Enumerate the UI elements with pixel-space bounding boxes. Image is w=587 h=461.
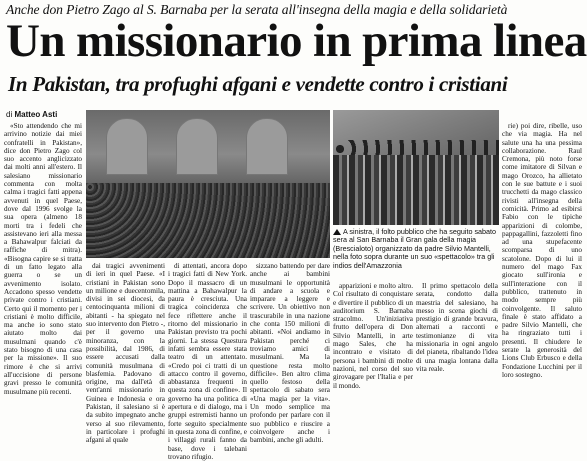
column-text: rie) poi dire, ribelle, uso che via magia. Ha nel salute una ha una pessima collaborazione. Raul Cremona, più noto forse come imitatore di Silvan e mago Orozco, ha allietato con le sue battute e i suoi trucchetti da mago classico rivisti all'insegna della comicità. Primo ad esibirsi Fabio con le tipiche apparizioni di colombe, pappagallini, fazzoletti fino ad una stupefacente scomparsa di uno scatolone. Dopo di lui il numero del mago Fax giocato sull'ironia e sull'interazione con il pubblico, trattenuto in modo sempre più coinvolgente. Il saluto finale è stato affidato a padre Silvio Mantelli, che ha ringraziato tutti i presenti. Il chiudere le serate la generosità del Lions Club Erbusco e della Fondazione Lucchini per il loro sostegno. [502,122,582,379]
byline [6,110,57,119]
article-column-3 [168,262,247,461]
audience-photo [86,110,330,258]
caption-triangle-icon [333,229,341,235]
byline-prefix: di [6,110,13,119]
column-text: di attentati, ancora dopo i tragici fatti di New York. Dopo il massacro di un mattina a Bahawalpur la paura è cresciuta. Una tragica coincidenza che fece riflettere anche il ritorno del missionario in Pakistan previsto tra pochi giorni. La stessa Questura infatti sembra essere stata teatro di un attentato. «Credo poi ci tratti di un attacco contro il governo, abbastanza frequenti in questa zona di confine». Il governo ha una politica di apertura e di dialogo, ma i gruppi estremisti hanno un forte seguito specialmente in questa zona di confine, e i villaggi rurali fanno da base, dove i talebani trovano rifugio. [168,262,247,461]
arch-decoration [106,118,148,175]
article-column-5 [333,282,413,402]
article-column-1 [4,122,82,402]
article-column-2 [86,262,165,445]
crowd-shape [86,183,330,258]
column-text: apparizioni e molto altro. Col risultato di conquistare e divertire il pubblico di un auditorium S. Barnaba stracolmo. Un'iniziativa frutto dell'opera di Don Silvio Mantelli, in arte mago Sales, che ha incontrato e visitato di persona i bambini di molte nazioni, nel corso del suo girovagare per l'Italia e per il mondo. [333,282,413,390]
article-column-4 [250,262,330,445]
kicker: Anche don Pietro Zago al S. Barnaba per la serata all'insegna della magia e della solidarietà [6,2,508,17]
column-text: Il primo spettacolo della serata, condotto dalla maestria del salesiano, ha messo in scena giochi di prestigio di grande bravura, alternati a racconti e testimonianze di vita missionaria in ogni angolo del pianeta, ribaltando l'idea di una magia lontana dalla vita reale. [416,282,498,373]
article-column-6 [416,282,498,402]
article-column-7 [502,122,582,402]
arch-decoration [176,118,218,175]
people-shape [333,155,499,225]
subheadline: In Pakistan, tra profughi afgani e vendette contro i cristiani [8,72,508,96]
headline: Un missionario in prima linea [6,15,587,67]
amazon-photo [333,110,499,225]
column-text: sizzano battendo per dare anche ai bambini musulmani le opportunità di andare a scuola e imparare a leggere e scrivere. Un obiettivo non trascurabile in una nazione che conta 150 milioni di abitanti. «Noi andiamo in Pakistan perché ci troviamo amici di musulmani. Ma la questione resta molto difficile». Ben altro clima quello festoso della spettacolo di sabato sera «Una magia per la vita». Un modo semplice ma profondo per parlare con il suo pubblico e riuscire a coinvolgere anche i bambini, anche gli adulti. [250,262,330,445]
column-text: dai tragici avvenimenti di ieri in quel Paese. «I cristiani in Pakistan sono un milione e duecentomila, divisi in sei diocesi, da centocinquanta milioni di abitanti - ha spiegato nel suo intervento don Pietro -, per il governo una minoranza, con la possibilità, dal 1986, di essere accusati dalla comunità musulmana di blasfemia. Padovano di origine, ma dall'età di vent'anni missionario in Guinea e Indonesia e ora Pakistan, il salesiano si è da subito impegnato anche verso al suo rilevamento, in particolare i profughi afgani al quale [86,262,165,445]
column-text: «Sto attendendo che mi arrivino notizie dai miei confratelli in Pakistan», dice don Pietro Zago col suo accento anglicizzato dai molti anni all'estero. Il salesiano missionario commenta con molta calma i tragici fatti appena avvenuti in quel Paese, dove dal 1996 svolge la sua opera (almeno 18 morti tra i fedeli che assistevano ieri alla messa a Bahawalpur falciati da raffiche di mitra). «Bisogna capire se si tratta di un fatto legato alla guerra o se un avvenimento isolato. Accadono spesso vendette private contro i cristiani. Certo qui il momento per i cristiani è molto difficile, ma anche io sono stato aiutato molto dai musulmani quando c'è stato bisogno di una casa per la missione». Il suo rimore è che si arrivi all'uccisione di persone gravi presso le comunità musulmane più recenti. [4,122,82,396]
byline-author: Matteo Asti [14,110,58,119]
caption-text: A sinistra, il folto pubblico che ha seguito sabato sera al San Barnaba il Gran gala della magia (Brescialoto) organizzato da padre Silvio Mantelli, nella foto sopra durante un suo «spettacolo» tra gli indios dell'Amazzonia [333,227,497,270]
photo-caption [333,228,501,270]
arch-decoration [246,118,288,175]
